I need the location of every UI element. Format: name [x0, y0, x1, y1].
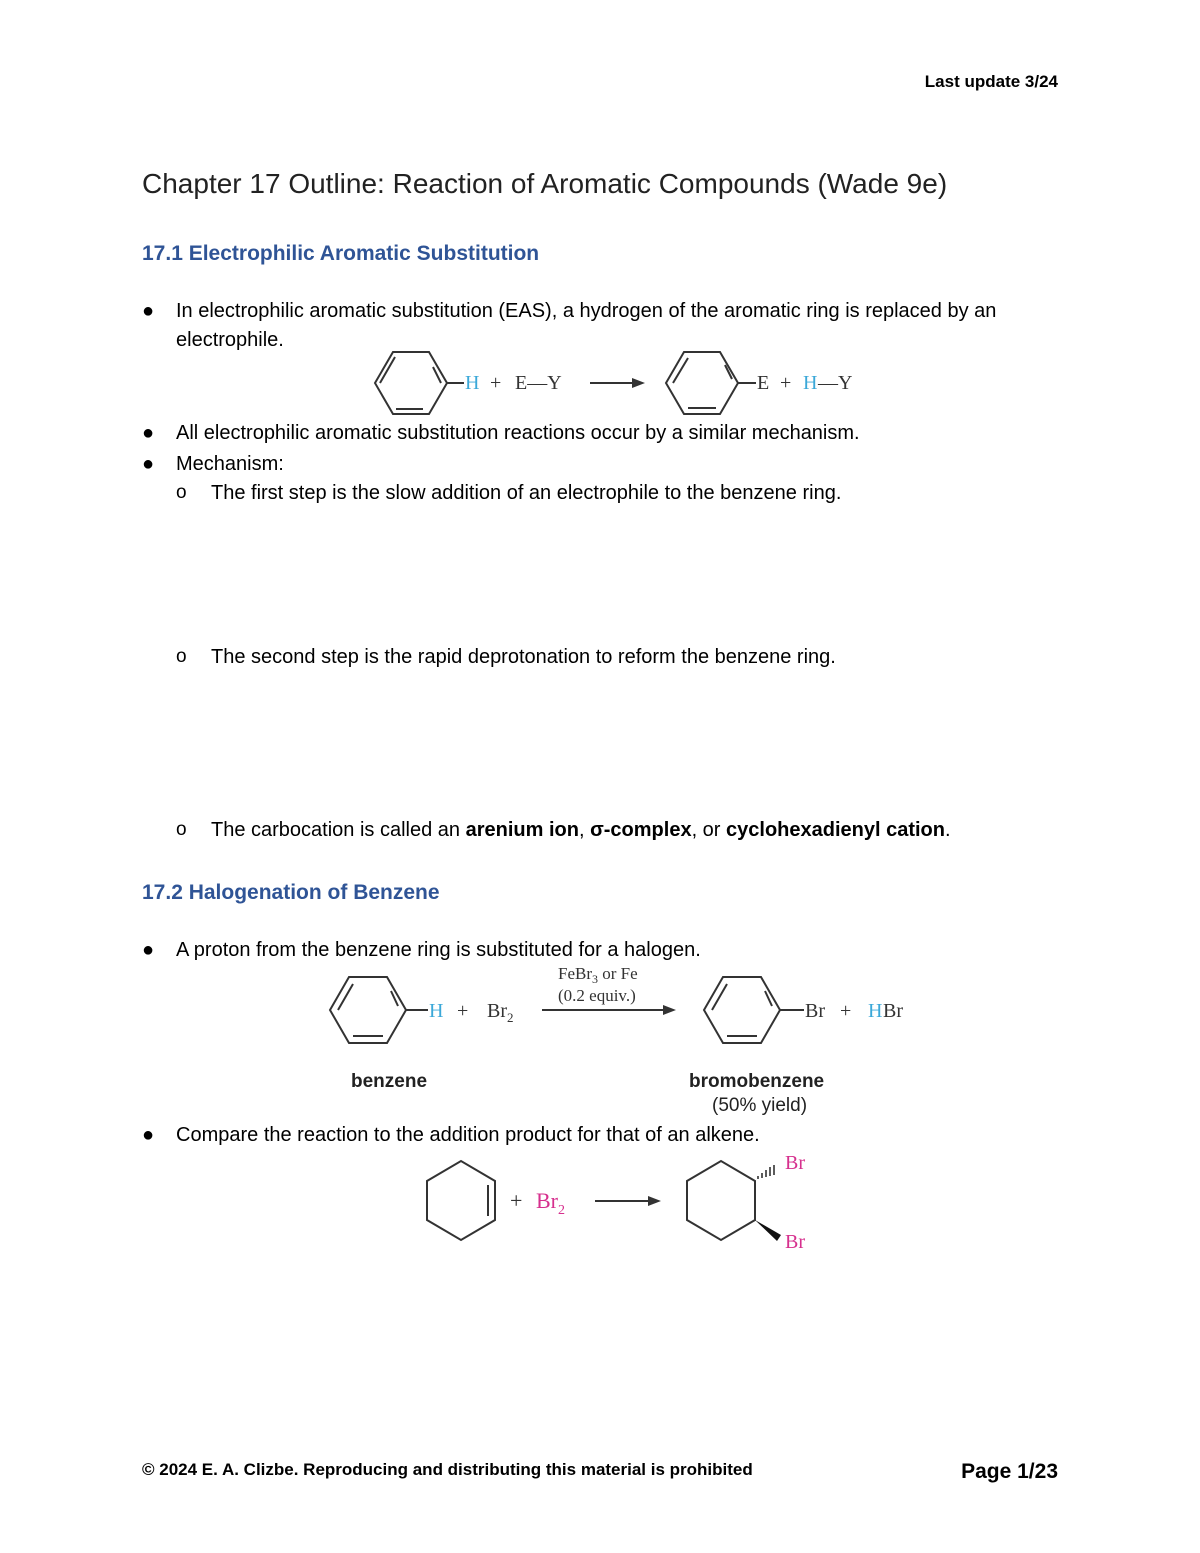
- bromination-scheme: [320, 960, 920, 1120]
- sub-bullet-first-step: o The first step is the slow addition of an electrophile to the benzene ring.: [176, 479, 841, 508]
- scheme2-br2: $Br_2$: [487, 1000, 514, 1025]
- sub-bullet-carbocation: o The carbocation is called an arenium ion, σ-complex, or cyclohexadienyl cation.: [176, 816, 951, 845]
- bullet-dot-icon: ●: [142, 1124, 155, 1146]
- bullet-compare-alkene: ● Compare the reaction to the addition product for that of an alkene.: [142, 1121, 1042, 1150]
- scheme3-br-bottom: Br: [785, 1231, 805, 1253]
- page-number: Page 1/23: [961, 1460, 1058, 1483]
- page-title: Chapter 17 Outline: Reaction of Aromatic Compounds (Wade 9e): [142, 168, 948, 199]
- circle-bullet-icon: o: [176, 819, 187, 840]
- reaction-arrow-icon: [595, 1196, 661, 1206]
- scheme1-plus2: +: [780, 372, 792, 394]
- scheme1-y: —Y: [818, 372, 853, 394]
- reaction-arrow-icon: [590, 378, 645, 388]
- scheme1-plus: +: [490, 372, 502, 394]
- benzene-ring-right: [704, 977, 804, 1043]
- hashed-wedge-bond: [758, 1165, 774, 1179]
- reaction-arrow-icon: [542, 1005, 676, 1015]
- scheme1-ey: E—Y: [515, 372, 562, 394]
- eas-general-scheme: [360, 345, 880, 420]
- benzene-ring-product: [666, 352, 756, 414]
- bullet-eas-definition: ● In electrophilic aromatic substitution (EAS), a hydrogen of the aromatic ring is replaced by an electrophile.: [142, 297, 1042, 355]
- scheme1-e: E: [757, 372, 770, 394]
- section-heading-17-2: 17.2 Halogenation of Benzene: [142, 881, 440, 904]
- circle-bullet-icon: o: [176, 646, 187, 667]
- benzene-ring-reactant: [375, 352, 464, 414]
- bullet-dot-icon: ●: [142, 453, 155, 475]
- scheme3-br2: $Br_2$: [536, 1188, 565, 1218]
- solid-wedge-bond: [755, 1220, 781, 1241]
- scheme2-plus2: +: [840, 1000, 852, 1022]
- scheme2-catalyst: FeBr$_3$ or Fe: [558, 964, 638, 986]
- scheme3-plus: +: [510, 1188, 523, 1213]
- bullet-dot-icon: ●: [142, 422, 155, 444]
- bullet-mechanism: ● Mechanism:: [142, 450, 1042, 479]
- bullet-dot-icon: ●: [142, 939, 155, 961]
- label-yield: (50% yield): [712, 1095, 808, 1116]
- scheme2-h: H: [429, 1000, 444, 1022]
- alkene-addition-scheme: [410, 1148, 830, 1258]
- scheme2-br: Br: [805, 1000, 825, 1022]
- term-arenium-ion: arenium ion: [465, 819, 579, 841]
- label-bromobenzene: bromobenzene: [689, 1071, 825, 1092]
- sub-bullet-second-step: o The second step is the rapid deprotonation to reform the benzene ring.: [176, 643, 836, 672]
- scheme3-br-top: Br: [785, 1152, 805, 1174]
- scheme2-hbr-h: H: [868, 1000, 883, 1022]
- scheme2-hbr-br: Br: [883, 1000, 903, 1022]
- benzene-ring-left: [330, 977, 428, 1043]
- section-heading-17-1: 17.1 Electrophilic Aromatic Substitution: [142, 242, 540, 265]
- label-benzene: benzene: [351, 1071, 428, 1092]
- bullet-similar-mechanism: ● All electrophilic aromatic substitution reactions occur by a similar mechanism.: [142, 419, 1042, 448]
- bullet-proton-substitution: ● A proton from the benzene ring is substituted for a halogen.: [142, 936, 1042, 965]
- last-update: Last update 3/24: [924, 72, 1058, 91]
- bullet-dot-icon: ●: [142, 300, 155, 322]
- scheme2-plus: +: [457, 1000, 469, 1022]
- circle-bullet-icon: o: [176, 482, 187, 503]
- scheme1-h2: H: [803, 372, 818, 394]
- footer-copyright: © 2024 E. A. Clizbe. Reproducing and distributing this material is prohibited: [142, 1460, 753, 1479]
- scheme1-h: H: [465, 372, 480, 394]
- scheme2-equiv: (0.2 equiv.): [558, 986, 636, 1005]
- term-sigma-complex: σ-complex: [590, 819, 692, 841]
- dibromocyclohexane-ring: [687, 1161, 755, 1240]
- term-cyclohexadienyl-cation: cyclohexadienyl cation: [726, 819, 945, 841]
- cyclohexene-ring: [427, 1161, 495, 1240]
